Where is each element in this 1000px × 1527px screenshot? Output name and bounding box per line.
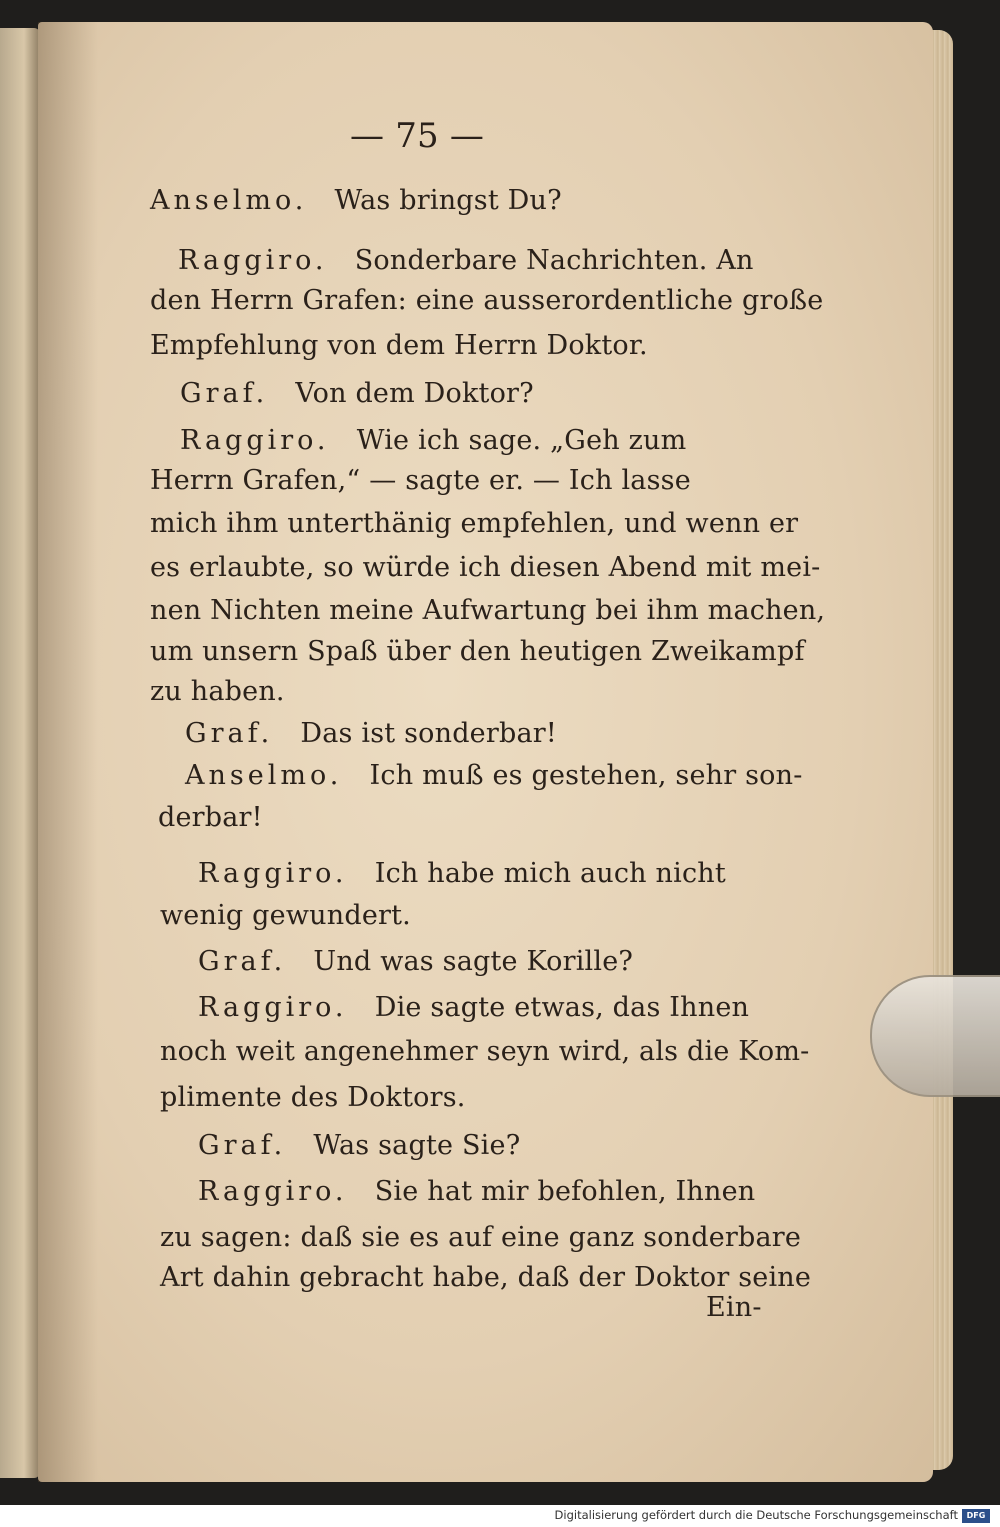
text-line [150,465,691,496]
line-text: derbar! [158,802,263,833]
text-line [160,900,411,931]
line-text: zu sagen: daß sie es auf eine ganz sonderbare [160,1222,802,1253]
line-text: nen Nichten meine Aufwartung bei ihm machen, [150,595,826,626]
line-text: Ich habe mich auch nicht [374,858,726,889]
speaker-name: Anselmo. [150,185,308,216]
speaker-name: Raggiro. [198,858,348,889]
line-text: es erlaubte, so würde ich diesen Abend mit mei- [150,552,821,583]
line-text: Wie ich sage. „Geh zum [356,425,687,456]
text-line [150,552,821,583]
text-line [150,330,648,361]
text-line [160,1262,811,1293]
line-text: Was bringst Du? [334,185,562,216]
text-line [150,595,825,626]
speaker-name: Raggiro. [198,992,348,1023]
line-text: Von dem Doktor? [295,378,534,409]
text-line [180,425,686,456]
text-line [150,185,562,216]
text-line [150,285,823,316]
text-line [160,1222,801,1253]
line-text: Herrn Grafen,“ — sagte er. — Ich lasse [150,465,691,496]
line-text: den Herrn Grafen: eine ausserordentliche große [150,285,824,316]
left-page-edge [0,28,40,1478]
line-text: Was sagte Sie? [313,1130,521,1161]
speaker-name: Graf. [185,718,274,749]
text-line [178,245,754,276]
line-text: Sonderbare Nachrichten. An [354,245,754,276]
line-text: mich ihm unterthänig empfehlen, und wenn er [150,508,799,539]
text-line [198,1176,755,1207]
speaker-name: Graf. [198,946,287,977]
speaker-name: Raggiro. [180,425,330,456]
line-text: plimente des Doktors. [160,1082,466,1113]
dfg-logo: DFG [962,1509,990,1523]
text-line [198,946,633,977]
line-text: Die sagte etwas, das Ihnen [374,992,750,1023]
line-text: Und was sagte Korille? [313,946,634,977]
text-line [198,1130,520,1161]
line-text: zu haben. [150,676,285,707]
speaker-name: Graf. [180,378,269,409]
speaker-name: Graf. [198,1130,287,1161]
footer-credit: Digitalisierung gefördert durch die Deutsche Forschungsgemeinschaft [554,1508,958,1522]
text-line [180,378,534,409]
line-text: Ich muß es gestehen, sehr son- [369,760,803,791]
text-line [185,760,803,791]
line-text: Das ist sonderbar! [300,718,557,749]
text-line [185,718,557,749]
clip-holder [870,975,1000,1097]
line-text: noch weit angenehmer seyn wird, als die Kom- [160,1036,810,1067]
text-line [150,508,798,539]
line-text: Sie hat mir befohlen, Ihnen [374,1176,756,1207]
page-number: — 75 — [350,116,485,156]
line-text: um unsern Spaß über den heutigen Zweikampf [150,636,805,667]
speaker-name: Raggiro. [178,245,328,276]
line-text: wenig gewundert. [160,900,411,931]
text-line [150,636,805,667]
text-line [198,992,749,1023]
line-text: Art dahin gebracht habe, daß der Doktor seine [160,1262,812,1293]
text-line [150,676,285,707]
speaker-name: Raggiro. [198,1176,348,1207]
text-line [158,802,263,833]
footer-bar [0,1505,1000,1527]
text-line [160,1036,810,1067]
text-line [198,858,726,889]
catchword: Ein- [706,1292,762,1323]
speaker-name: Anselmo. [185,760,343,791]
line-text: Empfehlung von dem Herrn Doktor. [150,330,648,361]
gutter-shadow [38,22,98,1482]
text-line [160,1082,466,1113]
